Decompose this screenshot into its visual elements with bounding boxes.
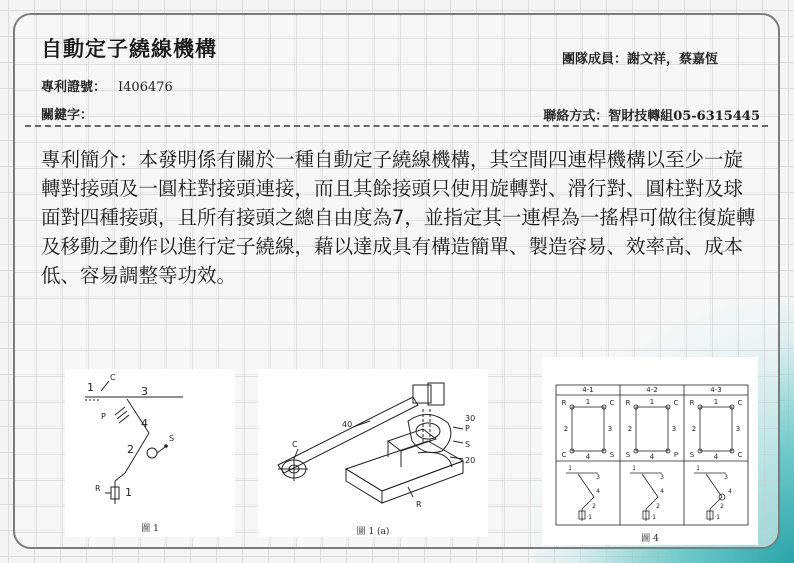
fig4-p1-corner-r: R: [562, 399, 567, 407]
fig4-panel1-title: 4-1: [582, 386, 593, 394]
fig4-p1-corner-c1: C: [610, 399, 615, 407]
fig4-mini1-label-4: 4: [596, 488, 600, 495]
fig4-p3-num-1: 1: [714, 398, 718, 406]
fig4-p2-num-3: 3: [672, 425, 676, 433]
figure-1-caption: 圖 1: [65, 521, 235, 534]
fig1-label-p: P: [101, 412, 106, 421]
fig4-p3-corner-c1: C: [738, 399, 743, 407]
patent-label: 專利證號：: [41, 80, 106, 95]
fig4-p3-num-3: 3: [736, 425, 740, 433]
fig1-label-c: C: [110, 373, 116, 382]
fig4-mini3-label-1b: 1: [716, 514, 720, 521]
fig4-p2-corner-r: R: [626, 399, 631, 407]
fig4-mini3-label-1: 1: [696, 465, 700, 472]
fig4-p2-corner-c: C: [674, 399, 679, 407]
fig4-p2-num-1: 1: [650, 398, 654, 406]
fig1a-label-20: 20: [465, 456, 475, 465]
fig4-p2-num-4: 4: [650, 453, 655, 461]
fig4-mini1-label-3: 3: [596, 474, 600, 481]
fig4-mini1-label-1b: 1: [588, 514, 592, 521]
fig1a-label-s: S: [465, 440, 470, 449]
fig4-mini3-label-4: 4: [728, 488, 732, 495]
keywords-label: 關鍵字：: [41, 104, 93, 123]
fig4-mini2-label-4: 4: [660, 488, 664, 495]
fig4-mini1-label-2: 2: [592, 503, 596, 510]
fig4-p1-num-4: 4: [586, 453, 591, 461]
fig1a-label-30: 30: [465, 414, 475, 423]
team-members: 團隊成員：謝文祥，蔡嘉恆: [562, 48, 718, 67]
fig1-label-1b: 1: [125, 486, 132, 499]
fig4-p3-corner-s: S: [690, 451, 695, 459]
fig4-p2-num-2: 2: [628, 425, 632, 433]
figure-4: [542, 357, 758, 545]
fig4-mini2-label-1b: 1: [652, 514, 656, 521]
fig1-label-s: S: [169, 434, 174, 443]
patent-number-row: [41, 76, 173, 95]
fig4-p1-corner-c2: C: [562, 451, 567, 459]
figure-4-caption: 圖 4: [542, 531, 758, 544]
patent-summary: 專利簡介：本發明係有關於一種自動定子繞線機構，其空間四連桿機構以至少一旋轉對接頭及一圓柱對接頭連接，而且其餘接頭只使用旋轉對、滑行對、圓柱對及球面對四種接頭，且所有接頭之總自由度為7，並指定其一連桿為一搖桿可做往復旋轉及移動之動作以進行定子繞線，藉以達成具有構造簡單、製造容易、效率高、成本低、容易調整等功效。: [41, 145, 757, 290]
fig1a-label-r: R: [416, 500, 422, 509]
fig4-p1-corner-s: S: [610, 451, 615, 459]
fig4-p3-corner-c2: C: [738, 451, 743, 459]
fig1-label-4: 4: [141, 417, 148, 430]
contact-info: 聯絡方式：智財技轉組05-6315445: [543, 105, 760, 124]
fig4-mini2-label-3: 3: [660, 474, 664, 481]
fig4-mini2-label-2: 2: [656, 503, 660, 510]
fig4-panel2-title: 4-2: [646, 386, 657, 394]
fig4-p3-corner-r: R: [690, 399, 695, 407]
figure-1a: [258, 369, 488, 537]
fig1-label-2: 2: [127, 443, 134, 456]
fig1-label-r: R: [95, 484, 101, 493]
fig1a-label-40: 40: [342, 420, 352, 429]
figure-1-diagram: [65, 369, 235, 519]
fig4-p3-num-2: 2: [692, 425, 696, 433]
figure-1a-caption: 圖 1 (a): [258, 524, 488, 537]
fig4-mini1-label-1: 1: [568, 465, 572, 472]
fig1a-label-c: C: [292, 440, 298, 449]
fig4-p2-corner-p: P: [674, 451, 678, 459]
fig4-p3-num-4: 4: [714, 453, 719, 461]
fig1a-label-p: P: [465, 424, 470, 433]
figure-4-diagram: [542, 357, 758, 529]
fig4-p2-corner-s: S: [626, 451, 631, 459]
page-title: 自動定子繞線機構: [41, 33, 217, 63]
fig4-p1-num-3: 3: [608, 425, 612, 433]
dashed-divider: [25, 125, 768, 127]
patent-number: I406476: [118, 80, 173, 95]
fig4-p1-num-1: 1: [586, 398, 590, 406]
fig4-mini3-label-3: 3: [724, 474, 728, 481]
fig1-label-3: 3: [141, 385, 148, 398]
fig4-mini2-label-1: 1: [632, 465, 636, 472]
figure-1: [65, 369, 235, 537]
fig1-label-1: 1: [87, 381, 94, 394]
patent-card: [13, 13, 780, 549]
fig4-panel3-title: 4-3: [710, 386, 721, 394]
figure-1a-drawing: [258, 369, 488, 524]
fig4-mini3-label-2: 2: [720, 503, 724, 510]
fig4-p1-num-2: 2: [564, 425, 568, 433]
